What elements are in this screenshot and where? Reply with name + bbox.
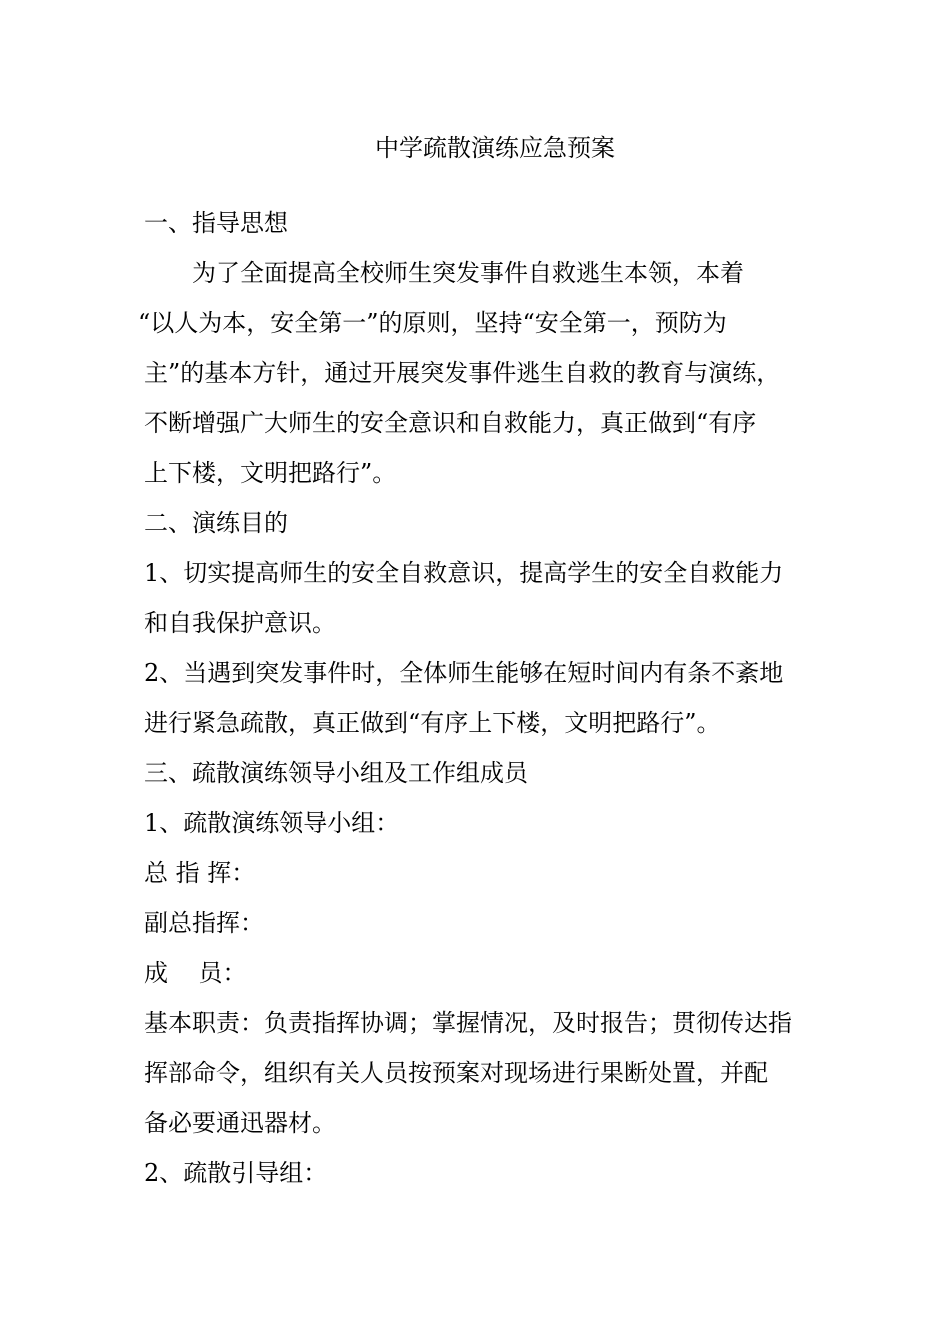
section-heading-guiding-thought: 一、指导思想 [144,209,288,237]
paragraph-line: 主”的基本方针，通过开展突发事件逃生自救的教育与演练， [144,359,781,387]
document-title: 中学疏散演练应急预案 [375,134,615,162]
paragraph-line: 不断增强广大师生的安全意识和自救能力，真正做到“有序 [144,409,757,437]
subsection-heading: 1、疏散演练领导小组： [144,809,400,837]
paragraph-line: 基本职责：负责指挥协调；掌握情况，及时报告；贯彻传达指 [144,1009,792,1037]
paragraph-line: 为了全面提高全校师生突发事件自救逃生本领，本着 [192,259,744,287]
paragraph-line: 备必要通迅器材。 [144,1109,336,1137]
paragraph-line: 上下楼，文明把路行”。 [144,459,397,487]
subsection-heading: 2、疏散引导组： [144,1159,328,1187]
list-item: 2、当遇到突发事件时，全体师生能够在短时间内有条不紊地 [144,659,784,687]
section-heading-drill-purpose: 二、演练目的 [144,509,288,537]
role-commander: 总 指 挥： [144,859,256,887]
list-item-continuation: 和自我保护意识。 [144,609,336,637]
list-item-continuation: 进行紧急疏散，真正做到“有序上下楼，文明把路行”。 [144,709,721,737]
paragraph-line: “以人为本，安全第一”的原则，坚持“安全第一，预防为 [138,309,727,337]
paragraph-line: 挥部命令，组织有关人员按预案对现场进行果断处置，并配 [144,1059,768,1087]
role-members: 成 员： [144,959,247,987]
section-heading-leadership-group: 三、疏散演练领导小组及工作组成员 [144,759,528,787]
document-body [138,205,824,1205]
list-item: 1、切实提高师生的安全自救意识，提高学生的安全自救能力 [144,559,784,587]
role-deputy-commander: 副总指挥： [144,909,264,937]
